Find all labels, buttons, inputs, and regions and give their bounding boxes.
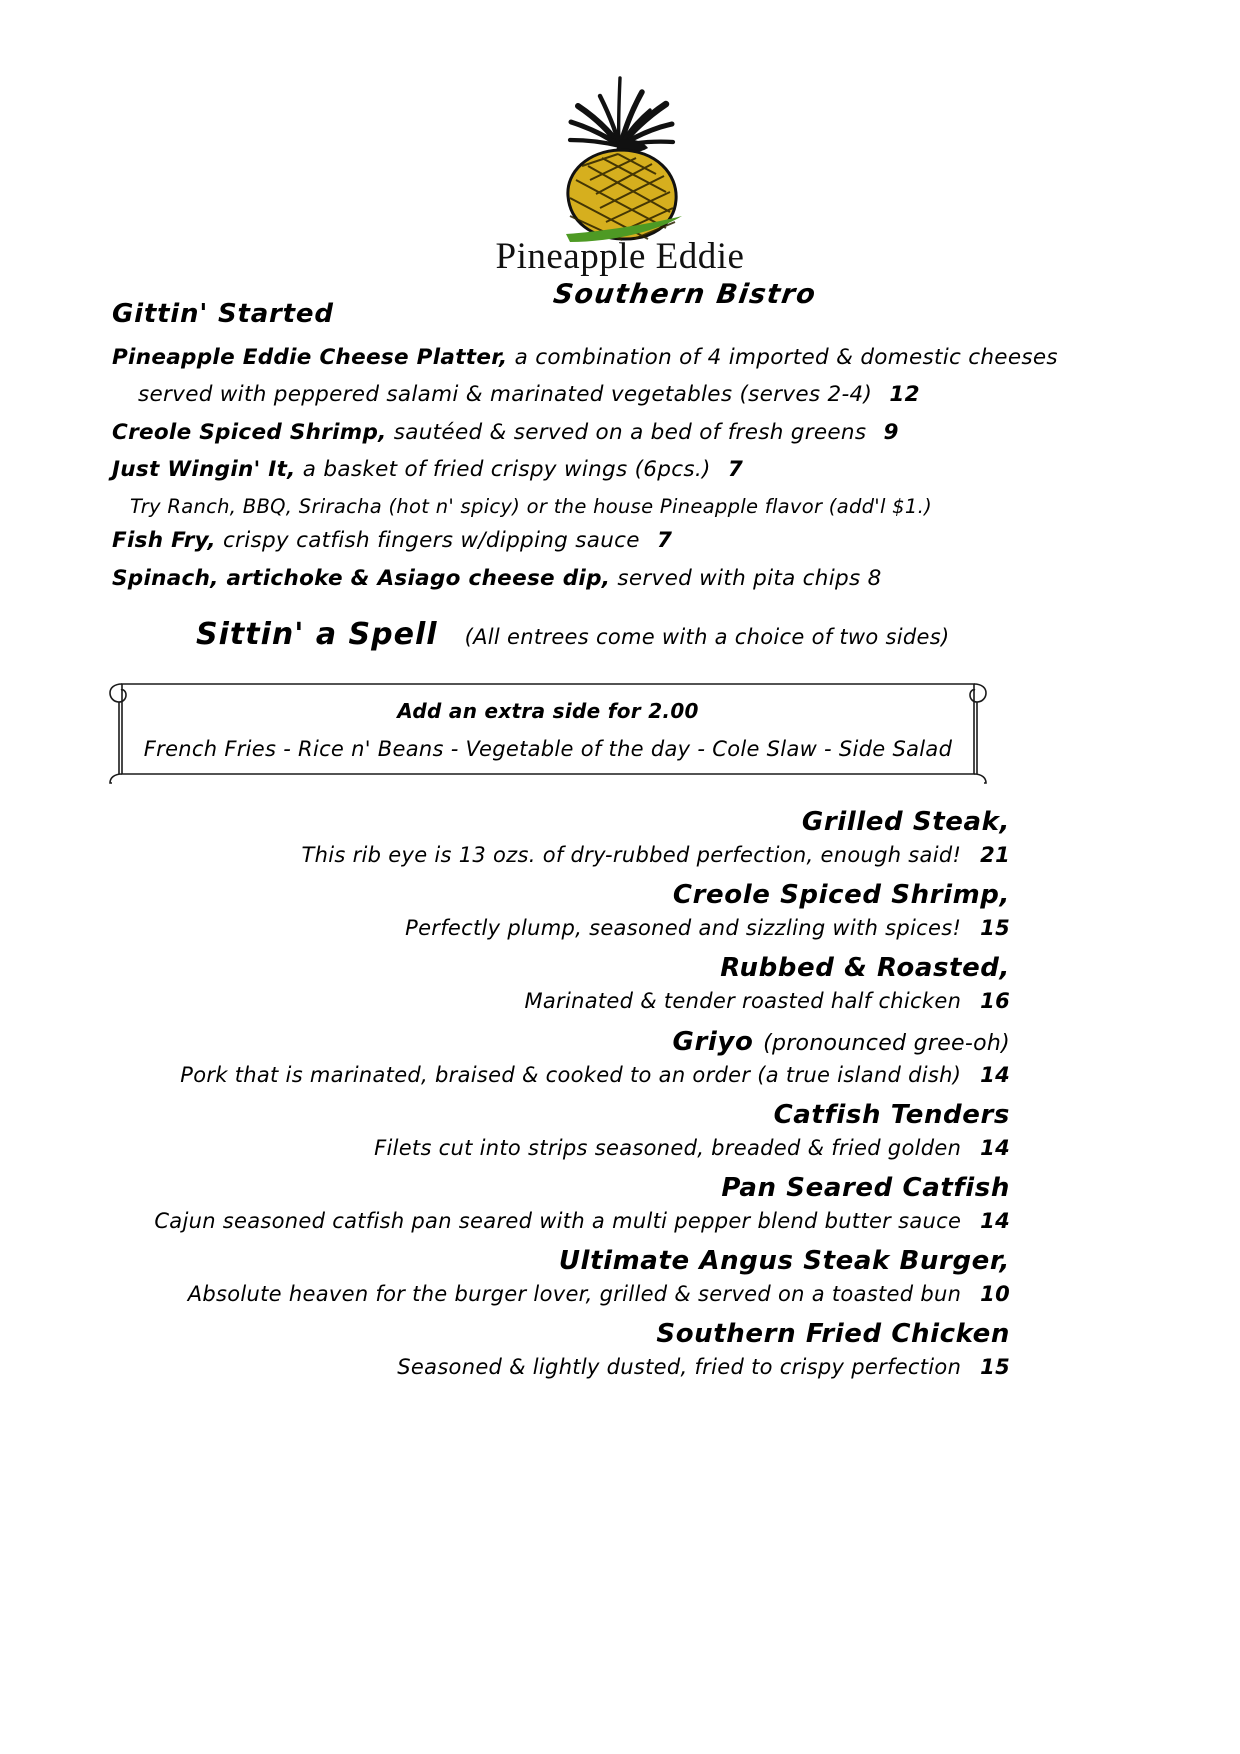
entree-name: Griyo bbox=[672, 1026, 754, 1057]
entree-price: 14 bbox=[980, 1062, 1010, 1087]
entree-name: Pan Seared Catfish bbox=[721, 1172, 1010, 1203]
entree-name: Creole Spiced Shrimp, bbox=[672, 880, 1010, 911]
starter-item bbox=[112, 419, 1132, 445]
entree-desc-row bbox=[0, 844, 1010, 867]
entree-desc: Marinated & tender roasted half chicken bbox=[524, 989, 962, 1014]
starters-heading: Gittin' Started bbox=[112, 299, 334, 329]
brand-wordmark: Pineapple Eddie bbox=[495, 236, 745, 277]
pineapple-logo-icon bbox=[470, 62, 770, 242]
starter-price: 9 bbox=[883, 419, 899, 445]
starter-desc: sautéed & served on a bed of fresh greens bbox=[393, 419, 867, 445]
extra-side-price-text: Add an extra side for 2.00 bbox=[397, 699, 699, 723]
starter-price: 12 bbox=[889, 382, 920, 408]
entree-item bbox=[0, 1247, 1010, 1306]
entree-item bbox=[0, 881, 1010, 940]
sides-banner bbox=[108, 676, 988, 784]
entree-desc-row bbox=[0, 1356, 1010, 1379]
entree-price: 16 bbox=[980, 989, 1010, 1014]
entree-desc: Absolute heaven for the burger lover, grilled & served on a toasted bun bbox=[187, 1282, 962, 1307]
entree-desc-row bbox=[0, 1283, 1010, 1306]
sides-banner-content bbox=[108, 676, 988, 784]
entree-name: Catfish Tenders bbox=[773, 1099, 1010, 1130]
entrees-heading-row bbox=[196, 617, 950, 652]
entree-price: 21 bbox=[980, 843, 1010, 868]
entree-price: 10 bbox=[980, 1282, 1010, 1307]
entree-name-row bbox=[0, 1028, 1010, 1056]
entree-price: 15 bbox=[980, 916, 1010, 941]
starter-note: Try Ranch, BBQ, Sriracha (hot n' spicy) or the house Pineapple flavor (add'l $1.) bbox=[130, 494, 933, 518]
brand-tagline: Southern Bistro bbox=[551, 278, 819, 310]
entree-item bbox=[0, 1174, 1010, 1233]
entree-desc-row bbox=[0, 1137, 1010, 1160]
starter-item bbox=[112, 459, 1132, 481]
entree-desc: Perfectly plump, seasoned and sizzling with spices! bbox=[405, 916, 962, 941]
entree-desc-row bbox=[0, 1064, 1010, 1087]
entrees-list bbox=[0, 808, 1010, 1393]
starter-desc: crispy catfish fingers w/dipping sauce bbox=[222, 528, 640, 554]
entree-name: Grilled Steak, bbox=[801, 807, 1010, 837]
entree-price: 14 bbox=[980, 1135, 1010, 1160]
entrees-heading-note: (All entrees come with a choice of two sides) bbox=[464, 625, 950, 649]
starter-item-continued bbox=[138, 384, 1132, 406]
entree-item bbox=[0, 1101, 1010, 1160]
starter-item bbox=[112, 565, 1132, 591]
starters-section bbox=[112, 300, 1132, 605]
starter-name: Fish Fry, bbox=[112, 528, 216, 554]
entree-desc-row bbox=[0, 1210, 1010, 1233]
entree-desc: Filets cut into strips seasoned, breaded & fried golden bbox=[374, 1135, 962, 1160]
starter-name: Pineapple Eddie Cheese Platter, bbox=[112, 344, 508, 370]
starter-item bbox=[112, 344, 1132, 370]
entree-item bbox=[0, 1028, 1010, 1087]
entree-name: Rubbed & Roasted, bbox=[720, 953, 1010, 984]
entrees-heading: Sittin' a Spell bbox=[196, 617, 438, 652]
starter-item bbox=[112, 530, 1132, 552]
starter-name: Creole Spiced Shrimp, bbox=[112, 419, 387, 445]
entree-item bbox=[0, 1320, 1010, 1379]
starter-desc: a combination of 4 imported & domestic cheeses bbox=[514, 344, 1058, 370]
entree-name: Southern Fried Chicken bbox=[656, 1319, 1010, 1350]
entree-pronunciation: (pronounced gree-oh) bbox=[763, 1030, 1010, 1056]
starter-name: Spinach, artichoke & Asiago cheese dip, bbox=[112, 565, 611, 591]
entree-name: Ultimate Angus Steak Burger, bbox=[558, 1246, 1010, 1277]
entree-desc: This rib eye is 13 ozs. of dry-rubbed perfection, enough said! bbox=[301, 843, 962, 868]
entree-desc-row bbox=[0, 917, 1010, 940]
entree-desc: Pork that is marinated, braised & cooked to an order (a true island dish) bbox=[180, 1062, 962, 1087]
entree-desc: Cajun seasoned catfish pan seared with a multi pepper blend butter sauce bbox=[154, 1208, 962, 1233]
entree-price: 14 bbox=[980, 1208, 1010, 1233]
starter-desc: a basket of fried crispy wings (6pcs.) bbox=[302, 457, 711, 483]
entree-desc: Seasoned & lightly dusted, fried to crispy perfection bbox=[397, 1355, 962, 1380]
starter-name: Just Wingin' It, bbox=[112, 457, 296, 483]
starter-price: 7 bbox=[727, 457, 744, 483]
entree-desc-row bbox=[0, 990, 1010, 1013]
brand-header bbox=[0, 62, 1240, 310]
entree-price: 15 bbox=[980, 1355, 1010, 1380]
starter-price: 7 bbox=[656, 528, 673, 554]
starter-desc: served with pita chips 8 bbox=[617, 565, 882, 591]
entree-item bbox=[0, 808, 1010, 867]
starter-desc-continued: served with peppered salami & marinated vegetables (serves 2-4) bbox=[138, 382, 873, 408]
entree-item bbox=[0, 954, 1010, 1013]
sides-list: French Fries - Rice n' Beans - Vegetable of the day - Cole Slaw - Side Salad bbox=[143, 737, 953, 761]
